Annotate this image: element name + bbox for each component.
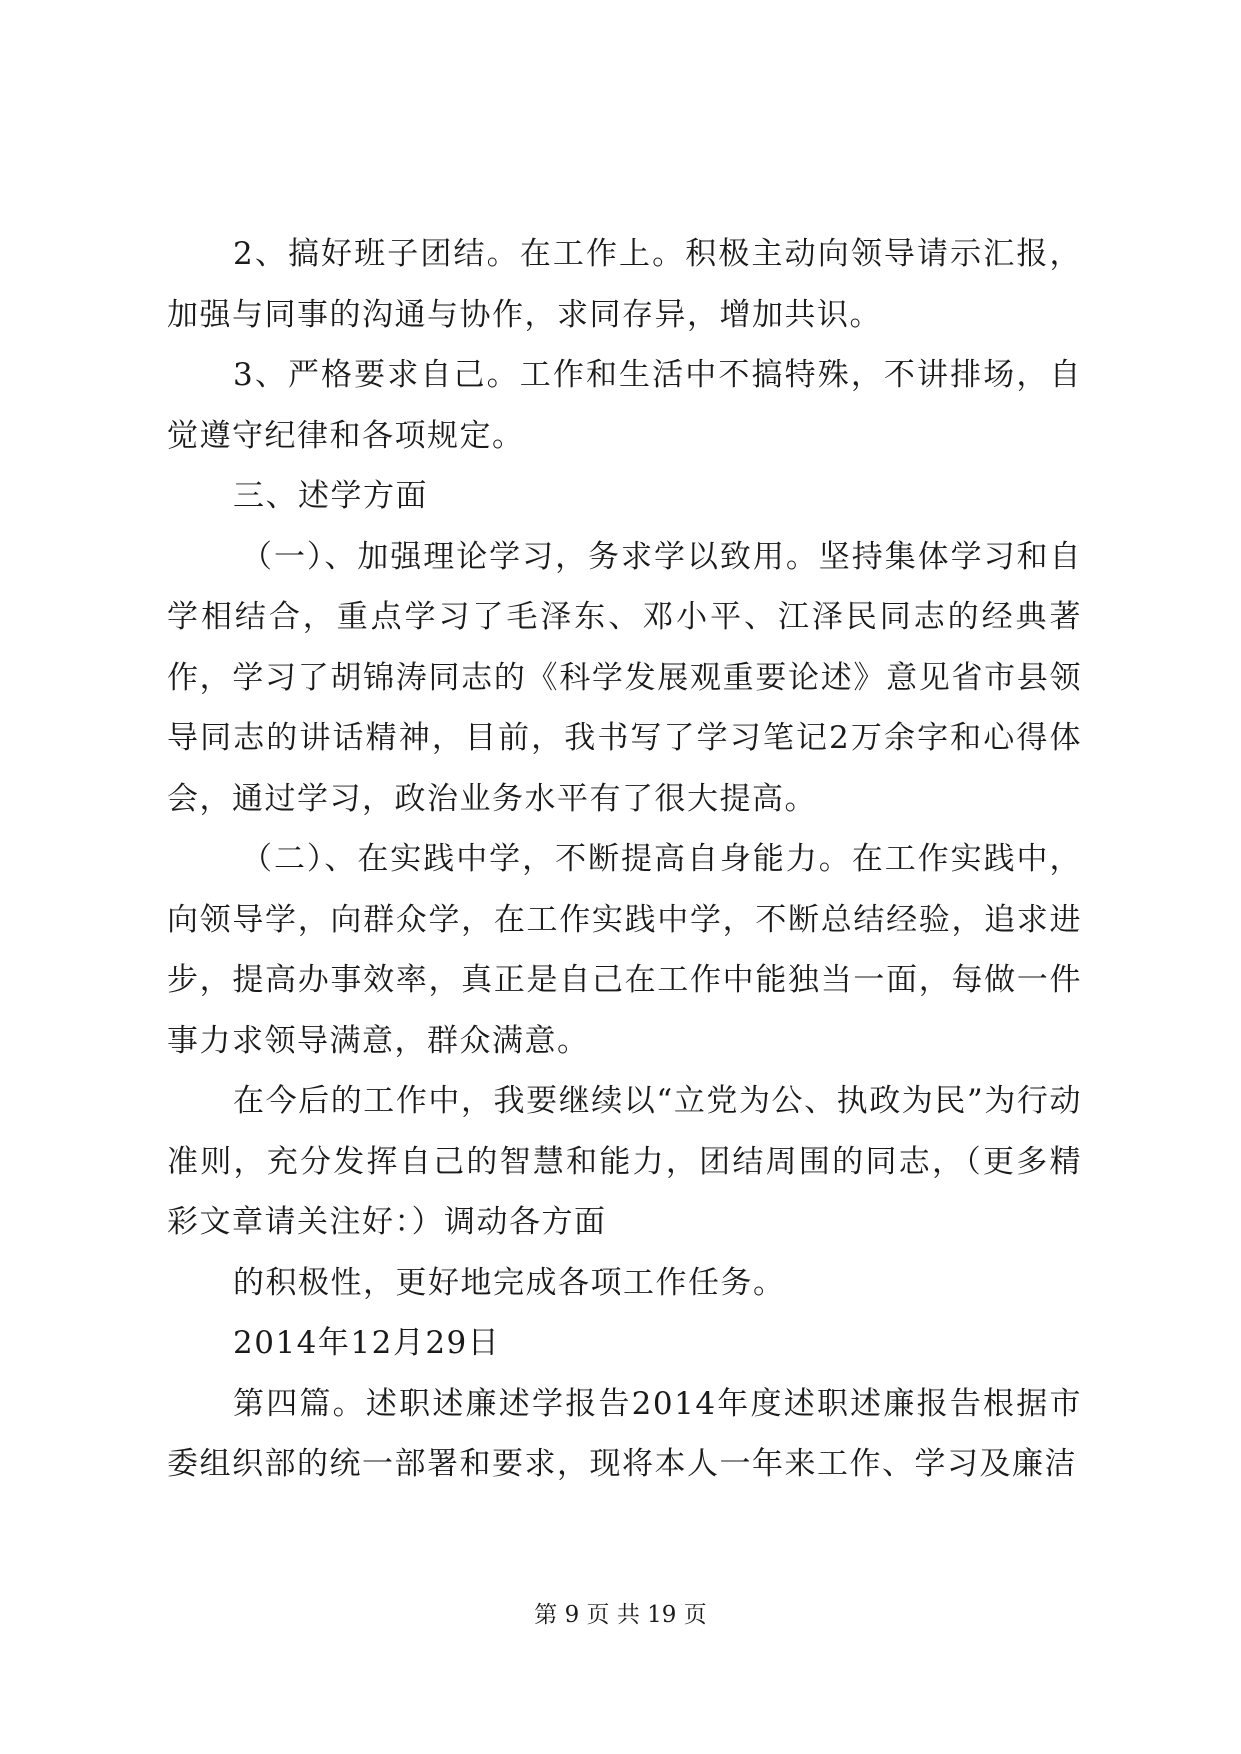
paragraph-future-work-continued: 的积极性，更好地完成各项工作任务。 xyxy=(233,1264,786,1301)
paragraph-fourth-article: 第四篇。述职述廉述学报告2014年度述职述廉报告根据市委组织部的统一部署和要求，现将本人一年来工作、学习及廉洁 xyxy=(167,1385,1082,1482)
date-line: 2014年12月29日 xyxy=(233,1325,501,1361)
page-number-footer: 第 9 页 共 19 页 xyxy=(534,1602,707,1628)
paragraph-theory-study: （一）、加强理论学习，务求学以致用。坚持集体学习和自学相结合，重点学习了毛泽东、邓小平、江泽民同志的经典著作，学习了胡锦涛同志的《科学发展观重要论述》意见省市县领导同志的讲话精神，目前，我书写了学习笔记2万余字和心得体会，通过学习，政治业务水平有了很大提高。 xyxy=(167,538,1082,817)
paragraph-future-work: 在今后的工作中，我要继续以“立党为公、执政为民”为行动准则，充分发挥自己的智慧和能力，团结周围的同志，（更多精彩文章请关注好：）调动各方面 xyxy=(167,1083,1082,1240)
paragraph-team-unity: 2、搞好班子团结。在工作上。积极主动向领导请示汇报，加强与同事的沟通与协作，求同存异，增加共识。 xyxy=(167,236,1082,333)
document-body xyxy=(167,224,1082,1495)
paragraph-practice-study: （二）、在实践中学，不断提高自身能力。在工作实践中，向领导学，向群众学，在工作实践中学，不断总结经验，追求进步，提高办事效率，真正是自己在工作中能独当一面，每做一件事力求领导满意，群众满意。 xyxy=(167,841,1082,1059)
paragraph-self-discipline: 3、严格要求自己。工作和生活中不搞特殊，不讲排场，自觉遵守纪律和各项规定。 xyxy=(167,357,1082,454)
section-heading-study: 三、述学方面 xyxy=(233,478,428,514)
